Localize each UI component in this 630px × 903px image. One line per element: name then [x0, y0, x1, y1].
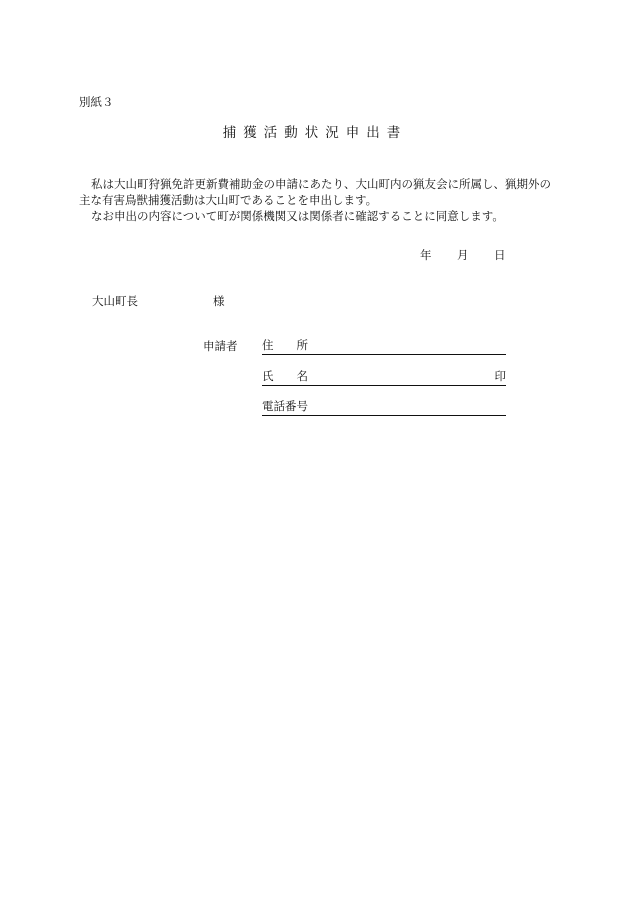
phone-field[interactable]	[262, 401, 506, 416]
name-field[interactable]	[262, 371, 506, 386]
seal-mark: 印	[494, 369, 506, 383]
addressee-name: 大山町長	[92, 294, 138, 308]
page-title: 捕獲活動状況申出書	[222, 125, 408, 141]
declaration-paragraph-1: 私は大山町狩猟免許更新費補助金の申請にあたり、大山町内の猟友会に所属し、猟期外の主な有害鳥獣捕獲活動は大山町であることを申出します。	[79, 177, 551, 207]
address-field[interactable]	[262, 340, 506, 355]
declaration-paragraph-2: なお申出の内容について町が関係機関又は関係者に確認することに同意します。	[91, 209, 504, 223]
declaration-text	[79, 176, 559, 224]
date-line	[420, 250, 506, 262]
addressee-honorific: 様	[213, 294, 225, 308]
date-day-label: 日	[494, 248, 506, 262]
name-label: 氏 名	[262, 369, 308, 383]
phone-label: 電話番号	[262, 399, 308, 413]
date-year-label: 年	[420, 248, 432, 262]
addressee	[92, 296, 225, 308]
applicant-label: 申請者	[203, 339, 238, 353]
address-label: 住 所	[262, 338, 308, 352]
date-month-label: 月	[457, 248, 469, 262]
attachment-label: 別紙３	[79, 95, 114, 109]
